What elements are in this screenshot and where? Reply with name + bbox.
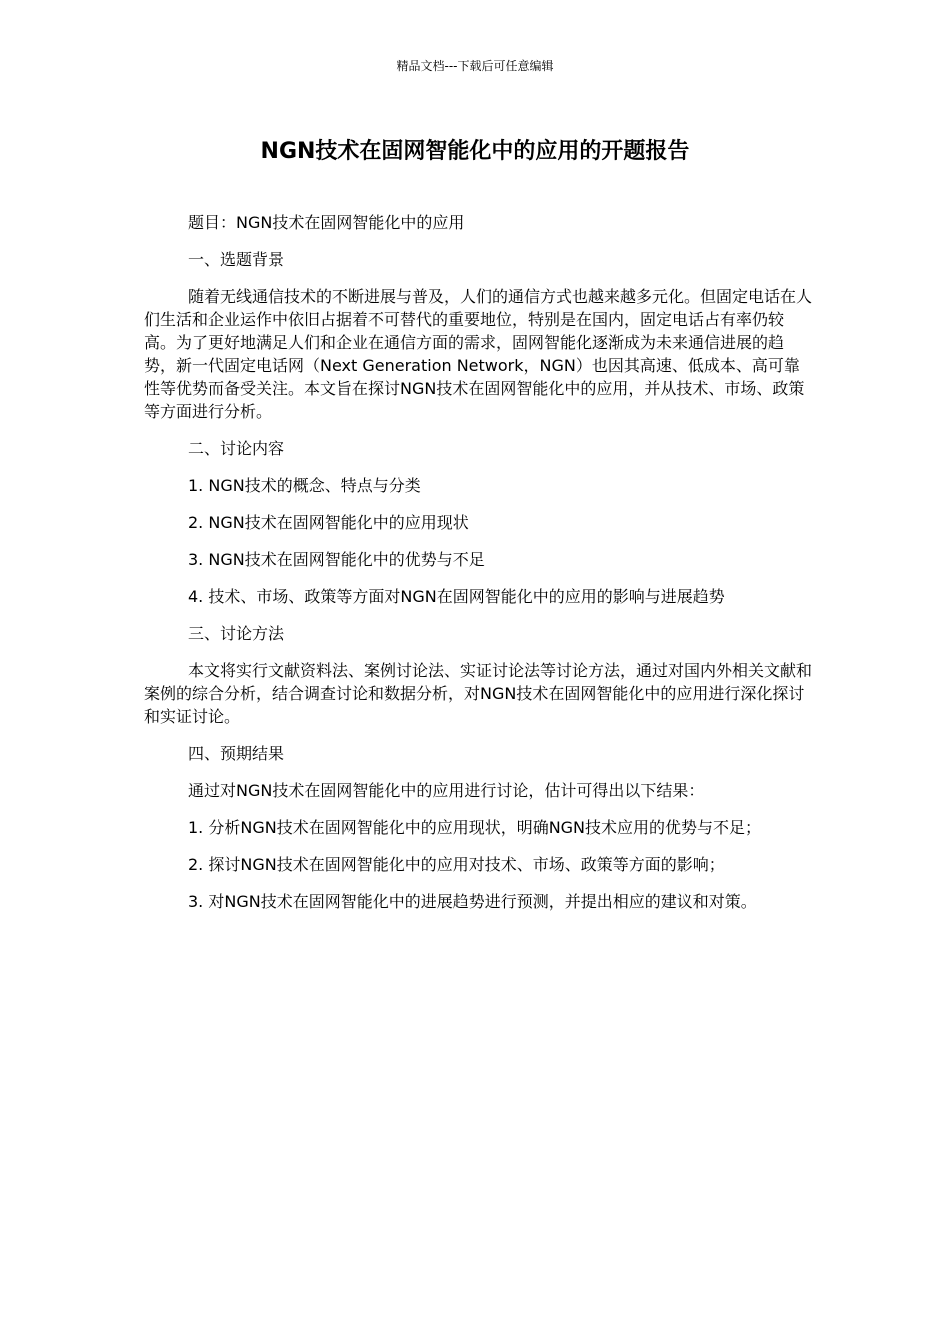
- document-body: [144, 211, 812, 927]
- content-item-3: 3. NGN技术在固网智能化中的优势与不足: [188, 550, 485, 569]
- section-heading-content: 二、讨论内容: [188, 439, 285, 458]
- document-title: NGN技术在固网智能化中的应用的开题报告: [260, 139, 690, 164]
- topic-line: 题目：NGN技术在固网智能化中的应用: [188, 213, 465, 232]
- section-heading-results: 四、预期结果: [188, 744, 285, 763]
- section-heading-method: 三、讨论方法: [188, 624, 285, 643]
- result-item-1: 1. 分析NGN技术在固网智能化中的应用现状，明确NGN技术应用的优势与不足；: [188, 818, 762, 837]
- content-item-1: 1. NGN技术的概念、特点与分类: [188, 476, 421, 495]
- content-item-4: 4. 技术、市场、政策等方面对NGN在固网智能化中的应用的影响与进展趋势: [188, 587, 725, 606]
- background-paragraph: 随着无线通信技术的不断进展与普及，人们的通信方式也越来越多元化。但固定电话在人们生活和企业运作中依旧占据着不可替代的重要地位，特别是在国内，固定电话占有率仍较高。为了更好地满足人们和企业在通信方面的需求，固网智能化逐渐成为未来通信进展的趋势，新一代固定电话网（Next Generation Network，NGN）也因其高速、低成本、高可靠性等优势而备受关注。本文旨在探讨NGN技术在固网智能化中的应用，并从技术、市场、政策等方面进行分析。: [144, 287, 813, 421]
- result-item-2: 2. 探讨NGN技术在固网智能化中的应用对技术、市场、政策等方面的影响；: [188, 855, 725, 874]
- section-heading-background: 一、选题背景: [188, 250, 285, 269]
- result-item-3: 3. 对NGN技术在固网智能化中的进展趋势进行预测，并提出相应的建议和对策。: [188, 892, 757, 911]
- method-paragraph: 本文将实行文献资料法、案例讨论法、实证讨论法等讨论方法，通过对国内外相关文献和案例的综合分析，结合调查讨论和数据分析，对NGN技术在固网智能化中的应用进行深化探讨和实证讨论。: [144, 661, 813, 726]
- content-item-2: 2. NGN技术在固网智能化中的应用现状: [188, 513, 469, 532]
- header-note: 精品文档---下载后可任意编辑: [396, 59, 554, 73]
- results-intro: 通过对NGN技术在固网智能化中的应用进行讨论，估计可得出以下结果：: [188, 781, 705, 800]
